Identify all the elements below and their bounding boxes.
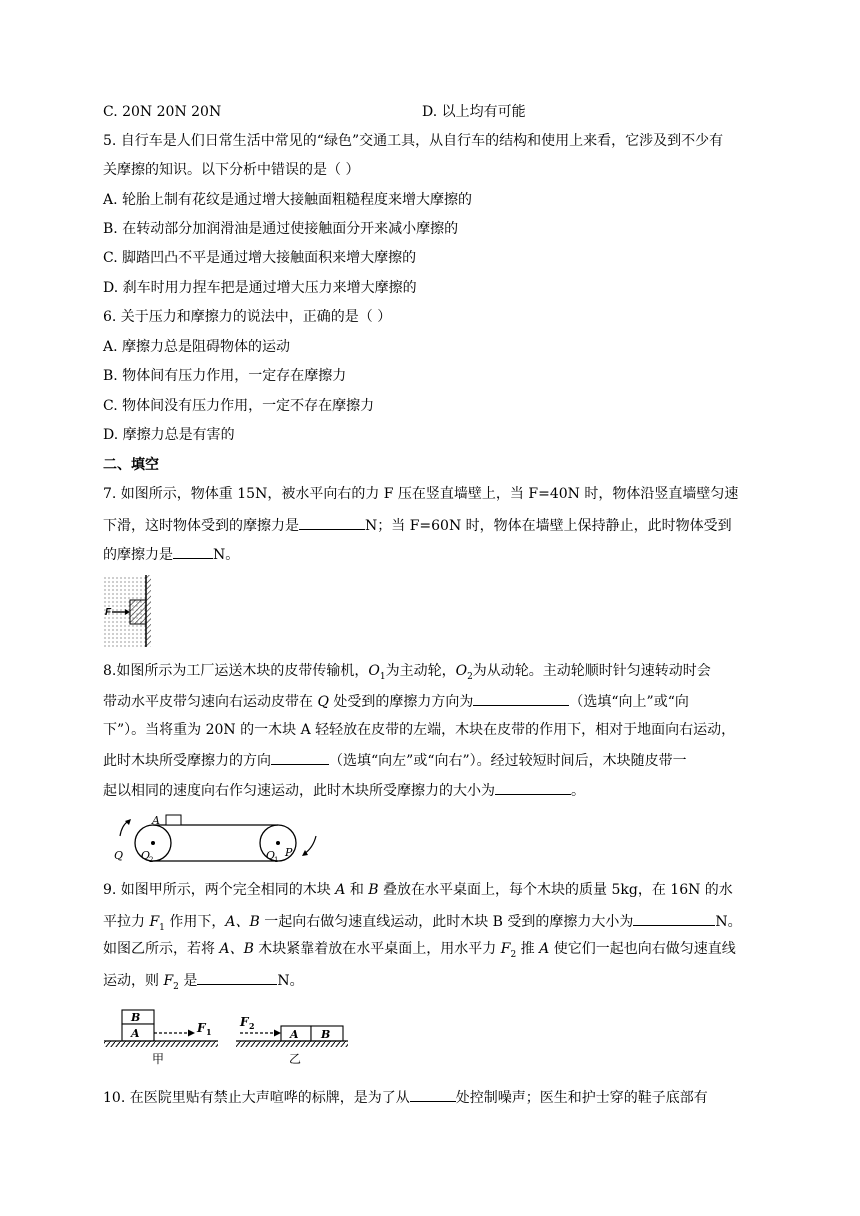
q6-option-a: A. 摩擦力总是阻碍物体的运动 xyxy=(103,339,291,355)
q8-line3: 下”）。当将重为 20N 的一木块 A 轻轻放在皮带的左端，木块在皮带的作用下，相对于地面向右运动， xyxy=(103,722,736,738)
svg-text:2: 2 xyxy=(249,1021,255,1031)
q4-option-c: C. 20N 20N 20N xyxy=(103,104,222,120)
q9-blocks-figure xyxy=(100,1006,352,1066)
q7-blank-2[interactable] xyxy=(173,543,213,559)
svg-text:F: F xyxy=(240,1015,249,1029)
q8-blank-3[interactable] xyxy=(495,779,571,795)
q9-label-yi: 乙 xyxy=(289,1052,302,1066)
q7-line3: 的摩擦力是 N。 xyxy=(103,543,239,565)
svg-text:B: B xyxy=(131,1011,141,1024)
q6-option-c: C. 物体间没有压力作用，一定不存在摩擦力 xyxy=(103,398,375,414)
svg-text:F: F xyxy=(197,1021,206,1035)
q7-wall-figure xyxy=(100,573,162,649)
q8-line5: 起以相同的速度向右作匀速运动，此时木块所受摩擦力的大小为 。 xyxy=(103,779,585,801)
svg-text:A: A xyxy=(152,814,160,827)
q7-line2: 下滑，这时物体受到的摩擦力是 N；当 F=60N 时，物体在墙壁上保持静止，此时物体受到 xyxy=(103,514,732,536)
q9-blank-2[interactable] xyxy=(197,969,277,985)
svg-text:P: P xyxy=(285,846,293,859)
q9-line3: 如图乙所示，若将 A、B 木块紧靠着放在水平桌面上，用水平力 $F_2$ 推 A 使它们一起也向右做匀速直线 xyxy=(103,941,736,960)
svg-text:A: A xyxy=(290,1028,299,1041)
q5-option-a: A. 轮胎上制有花纹是通过增大接触面粗糙程度来增大摩擦的 xyxy=(103,192,473,208)
q9-line1: 9. 如图甲所示，两个完全相同的木块 A 和 B 叠放在水平桌面上，每个木块的质量 5kg，在 16N 的水 xyxy=(103,882,733,898)
q6-option-b: B. 物体间有压力作用，一定存在摩擦力 xyxy=(103,368,347,384)
q8-blank-2[interactable] xyxy=(271,749,329,765)
svg-text:O: O xyxy=(141,849,151,862)
svg-text:O: O xyxy=(266,849,276,862)
q8-conveyor-figure xyxy=(108,814,330,870)
section-heading-fill-in: 二、填空 xyxy=(103,457,159,473)
q9-label-jia: 甲 xyxy=(152,1052,165,1066)
q8-line1: 8.如图所示为工厂运送木块的皮带传输机，$O_1$为主动轮，$O_2$为从动轮。主动轮顺时针匀速转动时会 xyxy=(103,663,711,682)
q9-line4: 运动，则 $F_2$ 是 N。 xyxy=(103,969,304,997)
svg-text:2: 2 xyxy=(149,856,154,864)
q7-line1: 7. 如图所示，物体重 15N，被水平向右的力 F 压在竖直墙壁上，当 F=40N 时，物体沿竖直墙壁匀速 xyxy=(103,486,739,502)
q9-line2: 平拉力 $F_1$ 作用下，A、B 一起向右做匀速直线运动，此时木块 B 受到的摩擦力大小为 N。 xyxy=(103,910,742,938)
q6-option-d: D. 摩擦力总是有害的 xyxy=(103,427,235,443)
q7-fig-label-f: F xyxy=(105,607,112,618)
q8-block-a xyxy=(166,815,181,825)
svg-text:A: A xyxy=(131,1027,140,1040)
svg-text:B: B xyxy=(321,1028,331,1041)
q6-stem: 6. 关于压力和摩擦力的说法中，正确的是（ ） xyxy=(103,309,392,325)
q8-line4: 此时木块所受摩擦力的方向 （选填“向左”或“向右”）。经过较短时间后，木块随皮带一 xyxy=(103,749,687,771)
q9-blank-1[interactable] xyxy=(633,910,715,926)
q10-blank-1[interactable] xyxy=(410,1086,456,1102)
svg-text:1: 1 xyxy=(206,1027,212,1037)
svg-text:Q: Q xyxy=(114,849,124,862)
q7-blank-1[interactable] xyxy=(299,514,365,530)
q5-option-b: B. 在转动部分加润滑油是通过使接触面分开来减小摩擦的 xyxy=(103,221,459,237)
q10-line1: 10. 在医院里贴有禁止大声喧哗的标牌，是为了从 处控制噪声；医生和护士穿的鞋子底部有 xyxy=(103,1086,708,1108)
q5-stem-line2: 关摩擦的知识。以下分析中错误的是（ ） xyxy=(103,162,360,178)
svg-text:1: 1 xyxy=(274,856,279,864)
q5-stem-line1: 5. 自行车是人们日常生活中常见的“绿色”交通工具，从自行车的结构和使用上来看，它涉及到不少有 xyxy=(103,133,724,149)
q5-option-d: D. 刹车时用力捏车把是通过增大压力来增大摩擦的 xyxy=(103,280,417,296)
q8-line2: 带动水平皮带匀速向右运动皮带在 Q 处受到的摩擦力方向为 （选填“向上”或“向 xyxy=(103,690,689,712)
q8-blank-1[interactable] xyxy=(473,690,569,706)
q5-option-c: C. 脚踏凹凸不平是通过增大接触面积来增大摩擦的 xyxy=(103,250,417,266)
q4-option-d: D. 以上均有可能 xyxy=(422,104,526,120)
